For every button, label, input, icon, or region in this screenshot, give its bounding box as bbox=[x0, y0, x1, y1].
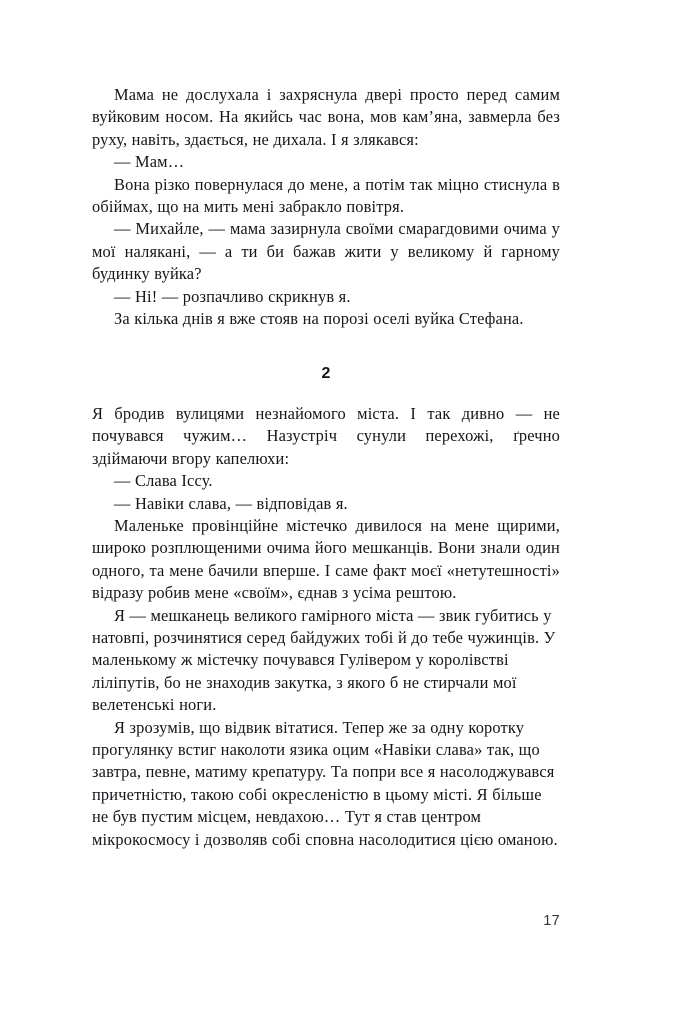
paragraph: Я зрозумів, що відвик вітатися. Тепер же за одну коротку прогулянку встиг наколоти язика оцим «Навіки слава» так, що завтра, певне, матиму крепатуру. Та попри все я насолоджувався причетністю, такою собі окресленістю в цьому місті. Я більше не був пустим місцем, невдахою… Тут я став центром мікрокосмосу і дозволяв собі сповна насолодитися цією оманою. bbox=[92, 717, 558, 849]
chapter-number-heading: 2 bbox=[321, 365, 331, 383]
paragraph: Маленьке провінційне містечко дивилося на мене щирими, широко розплющеними очима його мешканців. Вони знали один одного, та мене бачили вперше. І саме факт моєї «нетутешності» відразу робив мене «своїм», єднав з усіма рештою. bbox=[92, 515, 560, 603]
heading-spacer-above bbox=[92, 330, 560, 363]
heading-spacer-below bbox=[92, 386, 560, 403]
dialogue-line: — Михайле, — мама зазирнула своїми смарагдовими очима у мої налякані, — а ти би бажав жити у великому й гарному будинку вуйка? bbox=[92, 219, 560, 284]
paragraph: Вона різко повернулася до мене, а потім так міцно стиснула в обіймах, що на мить мені забракло повітря. bbox=[92, 174, 560, 217]
page-number: 17 bbox=[543, 913, 560, 929]
paragraph: За кілька днів я вже стояв на порозі оселі вуйка Стефана. bbox=[114, 309, 524, 329]
dialogue-line: — Навіки слава, — відповідав я. bbox=[114, 493, 348, 513]
page-text-body bbox=[92, 84, 560, 851]
dialogue-line: — Слава Іссу. bbox=[114, 471, 213, 491]
paragraph: Мама не дослухала і захряснула двері просто перед самим вуйковим носом. На якийсь час вона, мов кам’яна, завмерла без руху, навіть, здається, не дихала. І я злякався: bbox=[92, 85, 560, 149]
paragraph: Я — мешканець великого гамірного міста — звик губитись у натовпі, розчинятися серед байдужих тобі й до тебе чужинців. У маленькому ж містечку почувався Гулівером у королівстві ліліпутів, бо не знаходив закутка, з якого б не стирчали мої велетенські ноги. bbox=[92, 605, 556, 715]
dialogue-line: — Мам… bbox=[114, 152, 185, 172]
paragraph: Я бродив вулицями незнайомого міста. І так дивно — не почувався чужим… Назустріч сунули перехожі, ґречно здіймаючи вгору капелюхи: bbox=[92, 403, 560, 468]
dialogue-line: — Ні! — розпачливо скрикнув я. bbox=[114, 286, 351, 306]
